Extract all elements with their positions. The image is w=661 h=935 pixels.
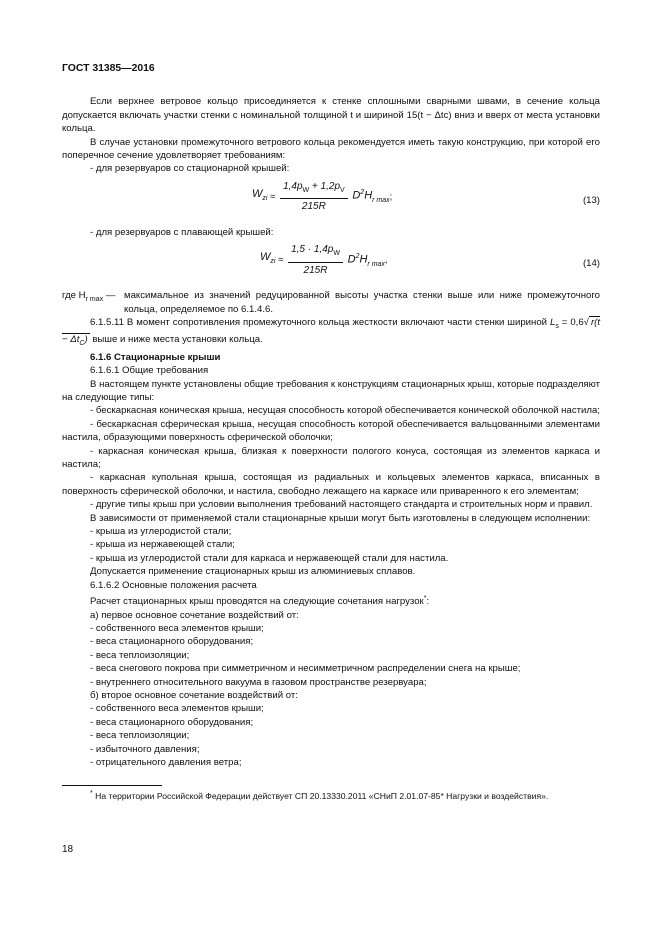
footnote-rule (62, 785, 162, 786)
section-heading-fixed-roofs: 6.1.6 Стационарные крыши (90, 351, 221, 363)
document-header: ГОСТ 31385—2016 (62, 63, 155, 74)
list-item: - избыточного давления; (90, 743, 200, 755)
paragraph-fixed-roof-case: - для резервуаров со стационарной крышей: (90, 163, 290, 175)
list-item: - внутреннего относительного вакуума в газовом пространстве резервуара; (90, 676, 427, 688)
list-item: - отрицательного давления ветра; (90, 757, 242, 769)
load-combinations-intro: Расчет стационарных крыш проводятся на следующие сочетания нагрузок*: (90, 595, 430, 608)
formula-13-number: (13) (582, 194, 600, 206)
list-item: - собственного веса элементов крыши; (90, 623, 264, 634)
body-paragraph: - крыша из углеродистой стали; (90, 525, 232, 537)
formula-14 (62, 243, 600, 283)
clause-6-1-5-11: 6.1.5.11 В момент сопротивления промежуточного кольца жесткости включают части стенки шириной $L_s = 0,6√$ $r(t - \Delta t_C)$ выше и ниже места установки кольца. (62, 317, 600, 348)
paragraph-ring-attachment: Если верхнее ветровое кольцо присоединяется к стенке сплошными сварными швами, в сечение кольца допускается включать участки стенки с номинальной толщиной t и шириной 15(t − Δtc) вниз и вверх от места установки кольца. (62, 96, 600, 135)
body-paragraph: Допускается применение стационарных крыш из алюминиевых сплавов. (90, 566, 416, 578)
body-paragraph: - каркасная коническая крыша, близкая к поверхности пологого конуса, состоящая из элементов каркаса и настила; (62, 445, 600, 470)
formula-13-body: $W_{zi}$ ≈ $\frac{1,4p_W + 1,2p_V}{215R}$ $D^2H_{r max}$; (252, 180, 393, 213)
list-item: - веса снегового покрова при симметричном и несимметричном распределении снега на крыше; (90, 663, 521, 675)
body-paragraph: - другие типы крыш при условии выполнения требований настоящего стандарта и строительных норм и правил. (90, 499, 593, 511)
document-page (62, 62, 600, 802)
list-item: - веса теплоизоляции; (90, 730, 190, 742)
body-paragraph: - крыша из нержавеющей стали; (90, 539, 235, 551)
body-paragraph: - каркасная купольная крыша, состоящая из радиальных и кольцевых элементов каркаса, вписанных в поверхность сферической оболочки, и настила, свободно лежащего на каркасе или приваренного к его элементам; (62, 472, 600, 497)
body-paragraph: В зависимости от применяемой стали стационарные крыши могут быть изготовлены в следующем исполнении: (90, 512, 591, 524)
list-item: - собственного веса элементов крыши; (90, 703, 264, 715)
list-item: - веса стационарного оборудования; (90, 716, 254, 728)
paragraph-intermediate-ring: В случае установки промежуточного ветрового кольца рекомендуется иметь такую конструкцию, при которой его поперечное сечение удовлетворяет требованиям: (62, 136, 600, 162)
formula-14-number: (14) (582, 258, 600, 270)
body-paragraph: 6.1.6.2 Основные положения расчета (90, 579, 257, 591)
list-item: б) второе основное сочетание воздействий от: (90, 690, 298, 702)
body-paragraphs (62, 378, 600, 593)
body-paragraph: В настоящем пункте установлены общие требования к конструкциям стационарных крыш, которые подразделяют на следующие типы: (62, 378, 600, 403)
load-combination-list (62, 609, 600, 770)
where-definition: где $H_{r max}$ — максимальное из значений редуцированной высоты участка стенки выше или ниже промежуточного кольца, определяемое по 6.1.4.6. (62, 290, 600, 315)
list-item: а) первое основное сочетание воздействий от: (90, 609, 299, 621)
paragraph-floating-roof-case: - для резервуаров с плавающей крышей: (90, 226, 274, 238)
page-number: 18 (62, 844, 74, 855)
body-paragraph: - крыша из углеродистой стали для каркаса и нержавеющей стали для настила. (90, 552, 449, 564)
list-item: - веса стационарного оборудования; (90, 636, 254, 648)
body-paragraph: - бескаркасная коническая крыша, несущая способность которой обеспечивается конической оболочкой настила; (90, 405, 600, 417)
formula-13 (62, 180, 600, 220)
formula-14-body: $W_{zi}$ ≈ $\frac{1,5 \cdot 1,4p_W}{215R}$ $D^2H_{r max}$, (260, 244, 388, 276)
footnote: * На территории Российской Федерации действует СП 20.13330.2011 «СНиП 2.01.07-85* Нагрузки и воздействия». (90, 790, 549, 802)
body-paragraph: - бескаркасная сферическая крыша, несущая способность которой обеспечивается вальцованными элементами настила, образующими поверхность сферической оболочки; (62, 418, 600, 444)
list-item: - веса теплоизоляции; (90, 649, 190, 661)
subsection-general-requirements: 6.1.6.1 Общие требования (90, 365, 209, 377)
